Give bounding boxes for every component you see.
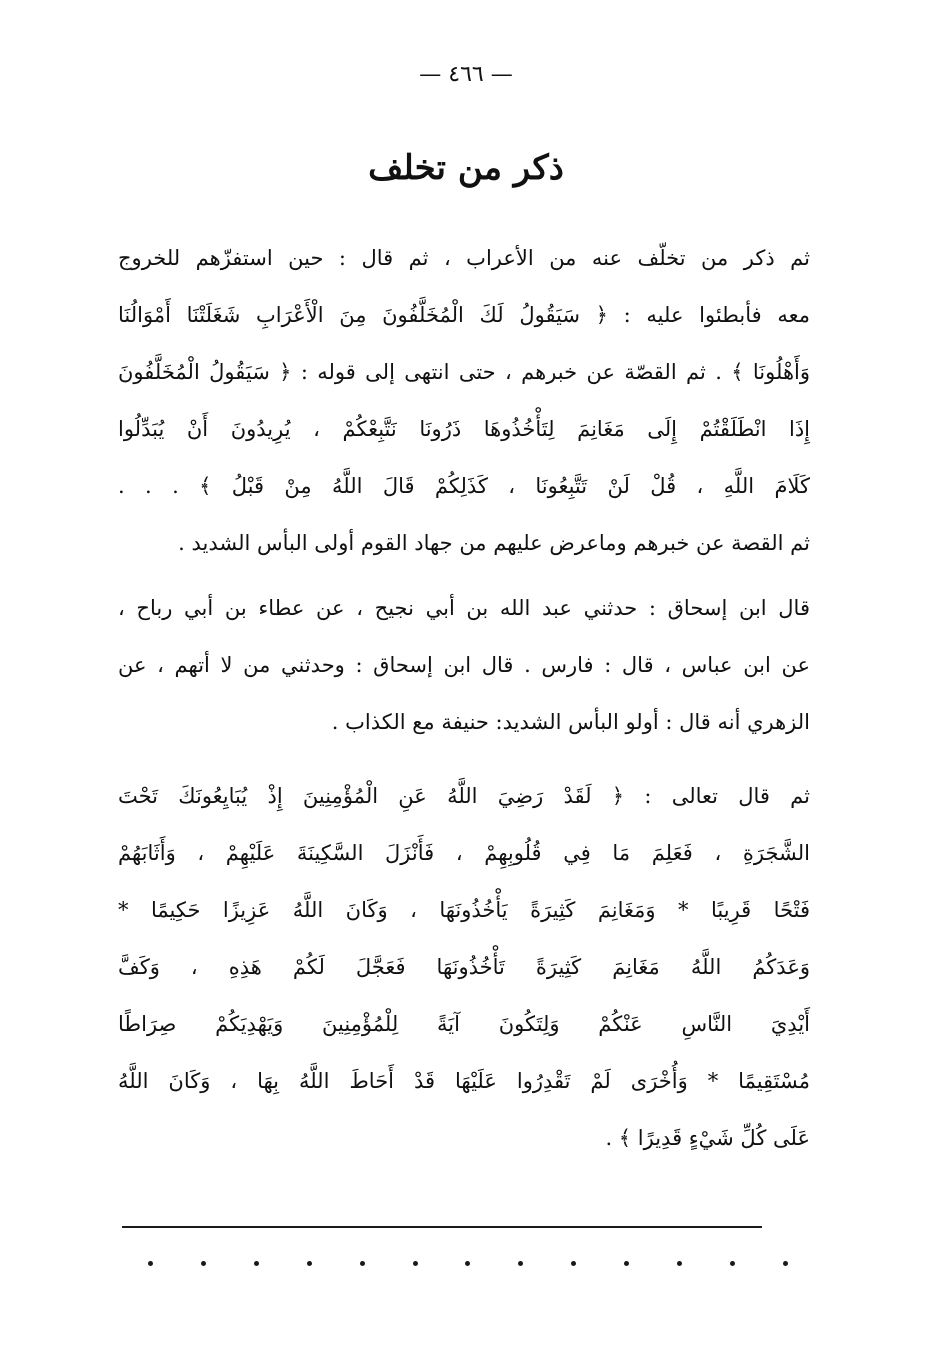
footer-dot [201,1261,206,1266]
paragraph-2 [118,580,810,751]
text-line: مُسْتَقِيمًا * وَأُخْرَى لَمْ تَقْدِرُوا عَلَيْهَا قَدْ أَحَاطَ اللَّهُ بِهَا ، وَكَانَ اللَّهُ [118,1069,810,1093]
footer-rule [122,1226,762,1228]
footer-dot [518,1261,523,1266]
footer-dot [148,1261,153,1266]
footer-dot [413,1261,418,1266]
footer-dot [730,1261,735,1266]
footer-dot [360,1261,365,1266]
text-line: ثم القصة عن خبرهم وماعرض عليهم من جهاد القوم أولى البأس الشديد . [178,531,810,555]
text-line: كَلَامَ اللَّهِ ، قُلْ لَنْ تَتَّبِعُونَا ، كَذَلِكُمْ قَالَ اللَّهُ مِنْ قَبْلُ ﴾ . . . [118,474,810,498]
text-line: عن ابن عباس ، قال : فارس . قال ابن إسحاق : وحدثني من لا أتهم ، عن [118,653,810,677]
page-number: — ٤٦٦ — [419,62,513,87]
text-line: وَأَهْلُونَا ﴾ . ثم القصّة عن خبرهم ، حتى انتهى إلى قوله : ﴿ سَيَقُولُ الْمُخَلَّفُونَ [118,360,810,384]
text-line: ثم ذكر من تخلّف عنه من الأعراب ، ثم قال : حين استفزّهم للخروج [118,246,810,270]
footer-dot [254,1261,259,1266]
footer-dot [571,1261,576,1266]
text-line: إِذَا انْطَلَقْتُمْ إِلَى مَغَانِمَ لِتَأْخُذُوهَا ذَرُونَا نَتَّبِعْكُمْ ، يُرِيدُونَ أَنْ يُبَدِّلُوا [118,417,810,441]
paragraph-1 [118,230,810,572]
text-line: وَعَدَكُمُ اللَّهُ مَغَانِمَ كَثِيرَةً تَأْخُذُونَهَا فَعَجَّلَ لَكُمْ هَذِهِ ، وَكَفَّ [118,955,810,979]
footer-dot [677,1261,682,1266]
text-line: الزهري أنه قال : أولو البأس الشديد: حنيفة مع الكذاب . [331,710,810,734]
text-line: عَلَى كُلِّ شَيْءٍ قَدِيرًا ﴾ . [605,1126,810,1150]
paragraph-3 [118,768,810,1167]
text-line: ثم قال تعالى : ﴿ لَقَدْ رَضِيَ اللَّهُ عَنِ الْمُؤْمِنِينَ إِذْ يُبَايِعُونَكَ تَحْتَ [118,784,810,808]
text-line: معه فأبطئوا عليه : ﴿ سَيَقُولُ لَكَ الْمُخَلَّفُونَ مِنَ الْأَعْرَابِ شَغَلَتْنَا أَمْوَالُنَا [118,303,810,327]
footer-dots [148,1248,788,1278]
section-title: ذكر من تخلف [368,148,564,188]
footer-dot [307,1261,312,1266]
footer-dot [624,1261,629,1266]
text-line: أَيْدِيَ النَّاسِ عَنْكُمْ وَلِتَكُونَ آيَةً لِلْمُؤْمِنِينَ وَيَهْدِيَكُمْ صِرَاطًا [118,1012,810,1036]
text-line: الشَّجَرَةِ ، فَعَلِمَ مَا فِي قُلُوبِهِمْ ، فَأَنْزَلَ السَّكِينَةَ عَلَيْهِمْ ، وَأَثَابَهُمْ [118,841,810,865]
footer-dot [783,1261,788,1266]
footer-dot [465,1261,470,1266]
text-line: قال ابن إسحاق : حدثني عبد الله بن أبي نجيح ، عن عطاء بن أبي رباح ، [118,596,810,620]
text-line: فَتْحًا قَرِيبًا * وَمَغَانِمَ كَثِيرَةً يَأْخُذُونَهَا ، وَكَانَ اللَّهُ عَزِيزًا حَكِيمًا * [118,898,810,922]
